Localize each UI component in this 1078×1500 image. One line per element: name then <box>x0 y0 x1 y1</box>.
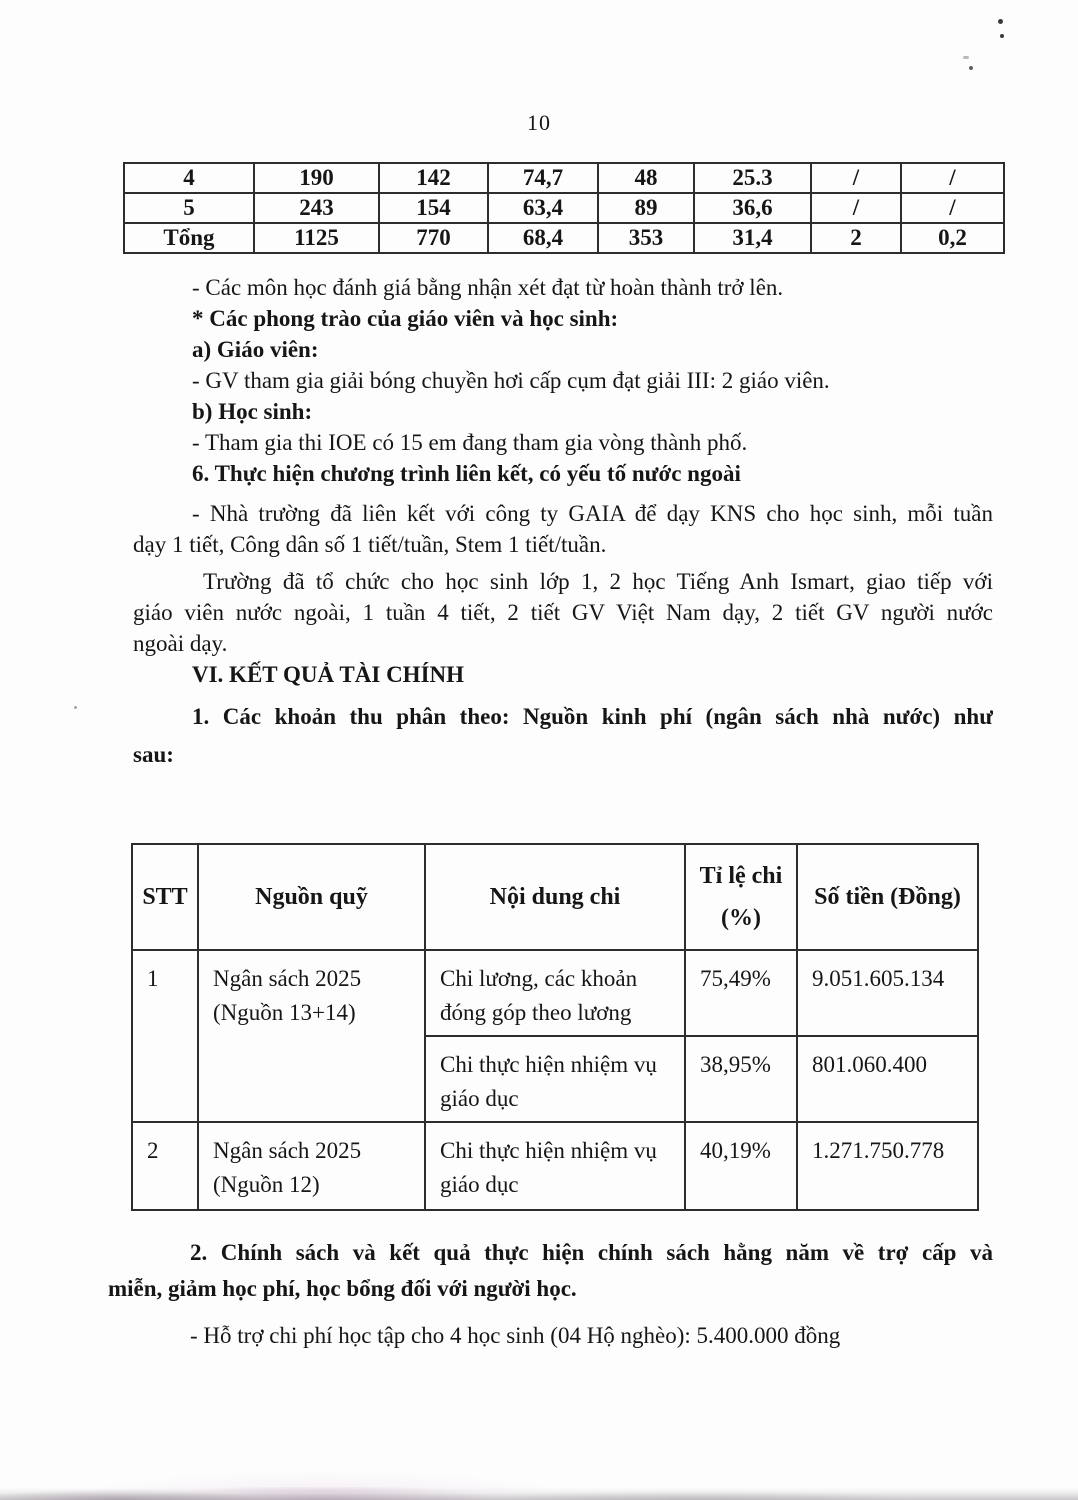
paragraph-teacher-achievement: - GV tham gia giải bóng chuyền hơi cấp cụm đạt giải III: 2 giáo viên. <box>192 368 830 393</box>
heading-teachers: a) Giáo viên: <box>192 337 319 362</box>
paragraph-line: Trường đã tổ chức cho học sinh lớp 1, 2 học Tiếng Anh Ismart, giao tiếp với <box>203 569 993 594</box>
summary-cell: 36,6 <box>694 193 811 223</box>
finance-header-rate <box>685 844 797 950</box>
paragraph-ismart-english <box>133 566 993 659</box>
finance-cell-fund: Ngân sách 2025 (Nguồn 13+14) <box>198 950 425 1122</box>
summary-cell: 0,2 <box>901 223 1004 253</box>
summary-cell: 5 <box>124 193 254 223</box>
finance-cell-rate: 38,95% <box>685 1036 797 1122</box>
paragraph-line: giáo viên nước ngoài, 1 tuần 4 tiết, 2 tiết GV Việt Nam dạy, 2 tiết GV người nước <box>133 600 993 625</box>
paragraph-student-ioe: - Tham gia thi IOE có 15 em đang tham gia vòng thành phố. <box>192 430 748 455</box>
paragraph-subject-note: - Các môn học đánh giá bằng nhận xét đạt từ hoàn thành trở lên. <box>192 275 784 300</box>
finance-table <box>131 843 979 1211</box>
summary-cell: / <box>811 163 901 193</box>
finance-row-2 <box>132 1122 978 1210</box>
paragraph-line: 2. Chính sách và kết quả thực hiện chính sách hằng năm về trợ cấp và <box>190 1240 993 1265</box>
finance-cell-stt: 2 <box>132 1122 198 1210</box>
summary-cell: 74,7 <box>488 163 598 193</box>
scan-noise-band <box>0 1487 1078 1500</box>
finance-cell-fund: Ngân sách 2025 (Nguồn 12) <box>198 1122 425 1210</box>
paragraph-line: dạy 1 tiết, Công dân số 1 tiết/tuần, Stem 1 tiết/tuần. <box>133 532 607 557</box>
finance-cell-content: Chi lương, các khoản đóng góp theo lương <box>425 950 685 1036</box>
summary-cell: 68,4 <box>488 223 598 253</box>
summary-cell: 154 <box>379 193 488 223</box>
finance-cell-amount: 1.271.750.778 <box>797 1122 978 1210</box>
scan-artifact-dot <box>74 706 77 709</box>
finance-cell-rate: 75,49% <box>685 950 797 1036</box>
summary-cell: 4 <box>124 163 254 193</box>
paragraph-line: 1. Các khoản thu phân theo: Nguồn kinh phí (ngân sách nhà nước) như <box>192 704 993 729</box>
finance-cell-content: Chi thực hiện nhiệm vụ giáo dục <box>425 1036 685 1122</box>
summary-cell: 142 <box>379 163 488 193</box>
summary-cell: 63,4 <box>488 193 598 223</box>
paragraph-tuition-support: - Hỗ trợ chi phí học tập cho 4 học sinh (04 Hộ nghèo): 5.400.000 đồng <box>190 1323 841 1348</box>
heading-revenue-sources <box>133 698 993 774</box>
summary-cell: Tổng <box>124 223 254 253</box>
finance-cell-content: Chi thực hiện nhiệm vụ giáo dục <box>425 1122 685 1210</box>
scan-artifact-dot <box>969 66 973 70</box>
finance-header-rate-line1: Tỉ lệ chi <box>699 863 783 889</box>
summary-cell: 353 <box>598 223 694 253</box>
summary-cell: 48 <box>598 163 694 193</box>
finance-header-rate-line2: (%) <box>721 905 761 931</box>
page-number: 10 <box>527 110 551 135</box>
paragraph-line: miễn, giảm học phí, học bổng đối với người học. <box>108 1276 577 1301</box>
heading-section-vi-financial-results: VI. KẾT QUẢ TÀI CHÍNH <box>192 662 465 687</box>
finance-header-fund: Nguồn quỹ <box>198 844 425 950</box>
scan-artifact-dot <box>963 56 969 59</box>
finance-row-1a <box>132 950 978 1036</box>
summary-cell: 25.3 <box>694 163 811 193</box>
scan-artifact-dot <box>1000 34 1004 38</box>
grade-summary-table <box>123 162 1005 254</box>
finance-cell-rate: 40,19% <box>685 1122 797 1210</box>
finance-header-amount: Số tiền (Đồng) <box>797 844 978 950</box>
summary-cell: 770 <box>379 223 488 253</box>
finance-cell-amount: 9.051.605.134 <box>797 950 978 1036</box>
finance-header-row <box>132 844 978 950</box>
scan-smudge <box>90 1452 610 1492</box>
summary-cell: 243 <box>254 193 379 223</box>
heading-movements: * Các phong trào của giáo viên và học sinh: <box>192 306 619 331</box>
summary-row-total <box>124 223 1004 253</box>
paragraph-line: ngoài dạy. <box>133 631 228 656</box>
document-body <box>133 272 993 774</box>
finance-header-content: Nội dung chi <box>425 844 685 950</box>
scan-artifact-dot <box>998 19 1003 24</box>
paragraph-gaia-partnership <box>133 498 993 560</box>
summary-cell: 190 <box>254 163 379 193</box>
paragraph-line: sau: <box>133 742 174 767</box>
heading-section-6-linked-programs: 6. Thực hiện chương trình liên kết, có yếu tố nước ngoài <box>192 461 741 486</box>
summary-cell: 2 <box>811 223 901 253</box>
summary-row-grade5 <box>124 193 1004 223</box>
paragraph-line: - Nhà trường đã liên kết với công ty GAIA để dạy KNS cho học sinh, mỗi tuần <box>192 501 993 526</box>
heading-students: b) Học sinh: <box>192 399 313 424</box>
summary-row-grade4 <box>124 163 1004 193</box>
finance-cell-amount: 801.060.400 <box>797 1036 978 1122</box>
finance-cell-stt: 1 <box>132 950 198 1122</box>
summary-cell: 1125 <box>254 223 379 253</box>
summary-cell: 89 <box>598 193 694 223</box>
summary-cell: / <box>901 193 1004 223</box>
summary-cell: 31,4 <box>694 223 811 253</box>
summary-cell: / <box>811 193 901 223</box>
finance-header-stt: STT <box>132 844 198 950</box>
heading-policy-support <box>108 1235 993 1307</box>
summary-cell: / <box>901 163 1004 193</box>
